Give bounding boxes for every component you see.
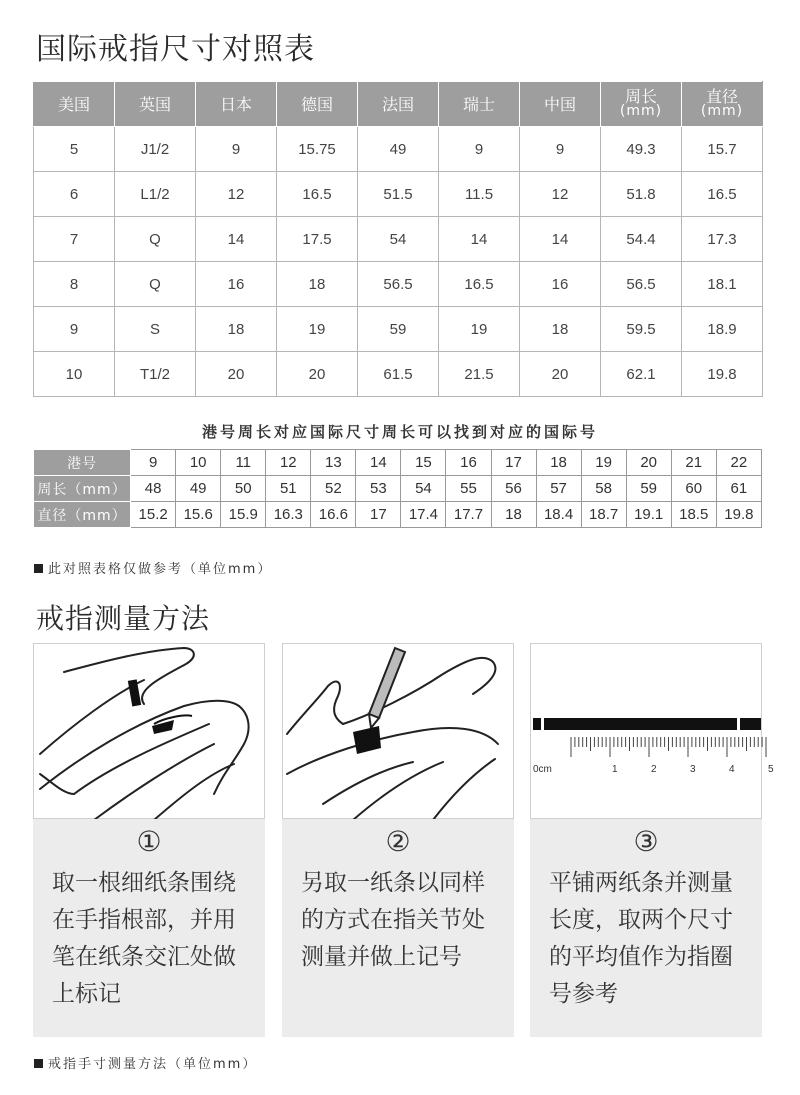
header-name: 周长: [624, 87, 657, 106]
table-cell: 12: [520, 172, 601, 217]
size-table: [33, 81, 763, 397]
table-cell: 16.6: [311, 502, 356, 528]
row-label: 周长（mm）: [34, 476, 131, 502]
table-cell: 18.4: [536, 502, 581, 528]
table-cell: 48: [131, 476, 176, 502]
table-cell: 18: [520, 307, 601, 352]
table-cell: 56.5: [358, 262, 439, 307]
row-label: 港号: [34, 450, 131, 476]
pen-mark-illustration: [282, 643, 514, 819]
table-cell: 17.7: [446, 502, 491, 528]
size-table-header-cell: [277, 82, 358, 127]
header-name: 美国: [57, 94, 90, 114]
table-cell: 51.8: [601, 172, 682, 217]
table-cell: 58: [581, 476, 626, 502]
table-cell: 61.5: [358, 352, 439, 397]
table-cell: 50: [221, 476, 266, 502]
size-table-header-cell: [34, 82, 115, 127]
table-cell: 19: [581, 450, 626, 476]
table-cell: 20: [520, 352, 601, 397]
table-cell: 21.5: [439, 352, 520, 397]
table-cell: 16: [196, 262, 277, 307]
step-card-3: [530, 643, 774, 1037]
size-table-header-cell: [601, 82, 682, 127]
table-cell: 52: [311, 476, 356, 502]
table-cell: 5: [34, 127, 115, 172]
header-name: 中国: [543, 94, 576, 114]
table-cell: Q: [115, 217, 196, 262]
table-cell: 55: [446, 476, 491, 502]
step-card-2: [282, 643, 514, 1037]
table-cell: 49: [358, 127, 439, 172]
step-1-number: ①: [136, 825, 162, 858]
size-table-header-cell: [358, 82, 439, 127]
table-cell: 60: [671, 476, 716, 502]
header-name: 德国: [300, 94, 333, 114]
method-note: [34, 1053, 257, 1072]
table-row: [34, 352, 763, 397]
table-cell: 17: [491, 450, 536, 476]
table-cell: 9: [131, 450, 176, 476]
size-table-header-cell: [196, 82, 277, 127]
ruler-label: 5: [768, 764, 774, 775]
page-title: 国际戒指尺寸对照表: [36, 32, 315, 67]
ruler-label: 3: [690, 764, 696, 775]
hk-subtitle: 港号周长对应国际尺寸周长可以找到对应的国际号: [201, 423, 598, 441]
section-title: 戒指测量方法: [36, 602, 211, 635]
table-cell: 21: [671, 450, 716, 476]
table-cell: 18: [277, 262, 358, 307]
table-row: [34, 172, 763, 217]
header-name: 直径: [705, 87, 738, 106]
table-cell: Q: [115, 262, 196, 307]
table-cell: 6: [34, 172, 115, 217]
table-cell: 56.5: [601, 262, 682, 307]
table-cell: 53: [356, 476, 401, 502]
size-table-header-cell: [439, 82, 520, 127]
table-row: [34, 502, 762, 528]
table-cell: 17.4: [401, 502, 446, 528]
table-cell: 20: [277, 352, 358, 397]
table-cell: 59: [626, 476, 671, 502]
table-cell: 18: [536, 450, 581, 476]
table-cell: T1/2: [115, 352, 196, 397]
table-cell: 14: [439, 217, 520, 262]
table-cell: 15.7: [682, 127, 763, 172]
table-cell: 15.2: [131, 502, 176, 528]
table-cell: 20: [196, 352, 277, 397]
ruler-illustration: [530, 643, 774, 819]
step-1-description: 取一根细纸条围绕在手指根部，并用笔在纸条交汇处做上标记: [52, 870, 236, 1007]
reference-note-text: 此对照表格仅做参考（单位mm）: [48, 562, 273, 577]
hk-table: [33, 449, 762, 528]
table-cell: 51.5: [358, 172, 439, 217]
table-cell: L1/2: [115, 172, 196, 217]
table-cell: 10: [34, 352, 115, 397]
size-table-header: [34, 82, 763, 127]
table-cell: 15.9: [221, 502, 266, 528]
table-cell: 61: [716, 476, 761, 502]
bullet-square-icon: [34, 564, 43, 573]
table-cell: 17: [356, 502, 401, 528]
bullet-square-icon: [34, 1059, 43, 1068]
table-cell: 57: [536, 476, 581, 502]
step-card-1: [33, 643, 265, 1037]
table-cell: 14: [520, 217, 601, 262]
table-cell: 19: [277, 307, 358, 352]
table-cell: 11.5: [439, 172, 520, 217]
header-unit: (mm): [700, 103, 744, 119]
table-cell: 11: [221, 450, 266, 476]
table-cell: S: [115, 307, 196, 352]
table-cell: 9: [520, 127, 601, 172]
table-cell: 16: [520, 262, 601, 307]
table-cell: 15.75: [277, 127, 358, 172]
table-cell: 18.7: [581, 502, 626, 528]
ruler-label: 2: [651, 764, 657, 775]
table-cell: 18: [196, 307, 277, 352]
table-row: [34, 307, 763, 352]
hk-table-body: [34, 450, 762, 528]
step-3-number: ③: [633, 825, 659, 858]
table-cell: 9: [34, 307, 115, 352]
step-3-text-panel: [530, 819, 762, 1037]
table-row: [34, 476, 762, 502]
table-cell: 18.1: [682, 262, 763, 307]
header-name: 瑞士: [462, 94, 495, 114]
table-cell: 18.9: [682, 307, 763, 352]
table-cell: 20: [626, 450, 671, 476]
pen-marking-icon: [283, 644, 515, 820]
table-cell: 16.5: [682, 172, 763, 217]
size-table-header-cell: [115, 82, 196, 127]
table-cell: 16.5: [439, 262, 520, 307]
table-row: [34, 217, 763, 262]
reference-note: [34, 558, 272, 577]
hand-wrap-illustration: [33, 643, 265, 819]
step-3-description: 平铺两纸条并测量长度，取两个尺寸的平均值作为指圈号参考: [549, 870, 733, 1007]
ruler-label: 4: [729, 764, 735, 775]
table-cell: 14: [196, 217, 277, 262]
table-cell: 16: [446, 450, 491, 476]
table-cell: 9: [196, 127, 277, 172]
table-cell: 19.8: [682, 352, 763, 397]
table-row: [34, 262, 763, 307]
step-2-text-panel: [282, 819, 514, 1037]
table-cell: 16.5: [277, 172, 358, 217]
table-cell: 18: [491, 502, 536, 528]
header-name: 英国: [138, 94, 171, 114]
table-cell: 54: [358, 217, 439, 262]
ruler-label: 1: [612, 764, 618, 775]
table-cell: 19.1: [626, 502, 671, 528]
table-cell: 16.3: [266, 502, 311, 528]
table-cell: 12: [266, 450, 311, 476]
table-cell: 17.3: [682, 217, 763, 262]
size-table-body: [34, 127, 763, 397]
table-cell: 49.3: [601, 127, 682, 172]
table-cell: 19.8: [716, 502, 761, 528]
table-cell: 59.5: [601, 307, 682, 352]
method-note-text: 戒指手寸测量方法（单位mm）: [48, 1057, 258, 1072]
table-row: [34, 450, 762, 476]
table-cell: 15: [401, 450, 446, 476]
row-label: 直径（mm）: [34, 502, 131, 528]
table-cell: 19: [439, 307, 520, 352]
step-1-text-panel: [33, 819, 265, 1037]
size-table-header-cell: [520, 82, 601, 127]
table-cell: 12: [196, 172, 277, 217]
table-cell: 9: [439, 127, 520, 172]
table-cell: 18.5: [671, 502, 716, 528]
table-cell: 7: [34, 217, 115, 262]
table-cell: 13: [311, 450, 356, 476]
table-cell: 54: [401, 476, 446, 502]
step-2-number: ②: [385, 825, 411, 858]
finger-wrap-icon: [34, 644, 266, 820]
table-cell: 22: [716, 450, 761, 476]
table-cell: 51: [266, 476, 311, 502]
table-cell: 8: [34, 262, 115, 307]
ruler-label: 0cm: [533, 764, 552, 775]
table-cell: 54.4: [601, 217, 682, 262]
step-2-description: 另取一纸条以同样的方式在指关节处测量并做上记号: [301, 870, 485, 970]
table-cell: 56: [491, 476, 536, 502]
table-cell: J1/2: [115, 127, 196, 172]
table-row: [34, 127, 763, 172]
header-name: 日本: [219, 94, 252, 114]
table-cell: 15.6: [176, 502, 221, 528]
ruler-icon: [531, 644, 774, 820]
header-name: 法国: [381, 94, 414, 114]
table-cell: 59: [358, 307, 439, 352]
table-cell: 14: [356, 450, 401, 476]
header-unit: (mm): [619, 103, 663, 119]
table-cell: 49: [176, 476, 221, 502]
table-cell: 62.1: [601, 352, 682, 397]
table-cell: 10: [176, 450, 221, 476]
table-cell: 17.5: [277, 217, 358, 262]
size-table-header-cell: [682, 82, 763, 127]
